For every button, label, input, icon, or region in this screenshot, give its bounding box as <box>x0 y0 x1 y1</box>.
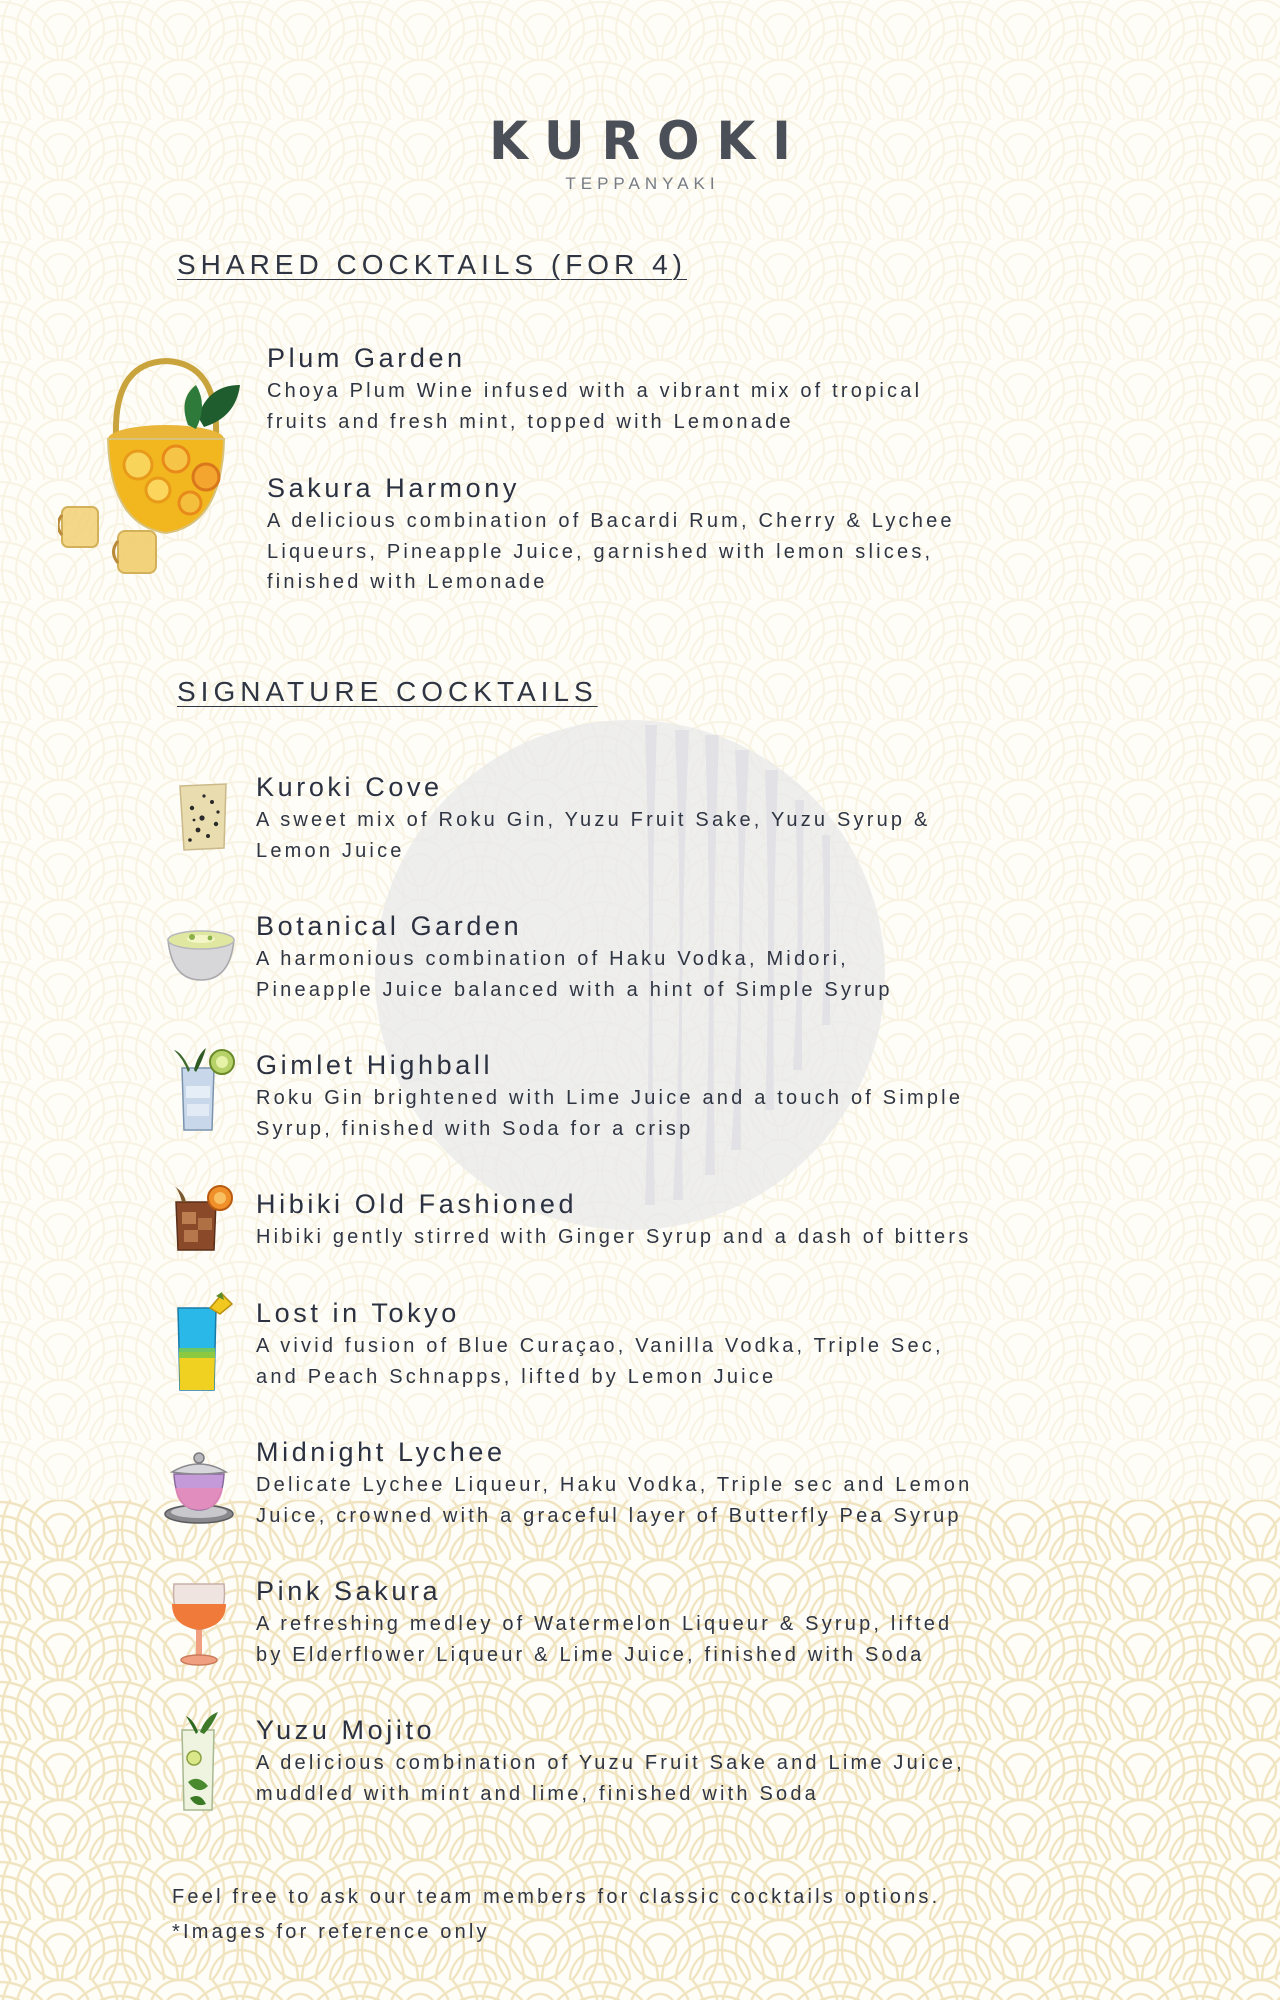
wine-glass-icon <box>166 1578 232 1668</box>
item-description-line: and Peach Schnapps, lifted by Lemon Juice <box>256 1365 777 1388</box>
item-description <box>256 944 893 1005</box>
botanical-bowl-icon <box>164 922 238 984</box>
item-description-line: A delicious combination of Yuzu Fruit Sake and Lime Juice, <box>256 1752 965 1774</box>
section-title-shared: SHARED COCKTAILS (FOR 4) <box>177 249 687 280</box>
item-description-line: finished with Lemonade <box>267 571 548 593</box>
brand-name: KUROKI <box>489 110 808 172</box>
item-description <box>256 1609 952 1670</box>
item-description-line: by Elderflower Liqueur & Lime Juice, finished with Soda <box>256 1643 925 1666</box>
item-description-line: Lemon Juice <box>256 839 405 862</box>
item-name: Sakura Harmony <box>267 473 520 503</box>
item-description-line: A delicious combination of Bacardi Rum, Cherry & Lychee <box>267 510 955 532</box>
menu-item-sakura-harmony <box>267 471 955 598</box>
item-description-line: Liqueurs, Pineapple Juice, garnished with lemon slices, <box>267 540 934 563</box>
item-description <box>267 376 922 437</box>
item-description <box>267 506 955 598</box>
item-description-line: muddled with mint and lime, finished with Soda <box>256 1782 819 1805</box>
menu-item-hibiki-old-fashioned <box>256 1187 971 1253</box>
item-description <box>256 1470 972 1531</box>
item-name: Hibiki Old Fashioned <box>256 1189 578 1219</box>
item-description-line: Choya Plum Wine infused with a vibrant mix of tropical <box>267 380 923 402</box>
item-name: Lost in Tokyo <box>256 1298 460 1328</box>
item-name: Yuzu Mojito <box>256 1715 436 1745</box>
item-description <box>256 1331 944 1392</box>
section-title-signature: SIGNATURE COCKTAILS <box>177 676 598 707</box>
mojito-glass-icon <box>172 1712 232 1814</box>
menu-item-botanical-garden <box>256 909 893 1005</box>
footer-note: Feel free to ask our team members for classic cocktails options. <box>172 1886 941 1908</box>
item-description-line: A sweet mix of Roku Gin, Yuzu Fruit Sake, Yuzu Syrup & <box>256 809 931 831</box>
menu-item-midnight-lychee <box>256 1435 972 1531</box>
item-description-line: A harmonious combination of Haku Vodka, Midori, <box>256 948 849 970</box>
item-name: Botanical Garden <box>256 911 523 941</box>
item-description-line: Roku Gin brightened with Lime Juice and a touch of Simple <box>256 1087 964 1109</box>
blue-tall-glass-icon <box>170 1292 236 1394</box>
item-description-line: Hibiki gently stirred with Ginger Syrup and a dash of bitters <box>256 1226 972 1248</box>
item-description <box>256 1748 965 1809</box>
menu-item-plum-garden <box>267 341 922 437</box>
item-description-line: Pineapple Juice balanced with a hint of Simple Syrup <box>256 978 893 1001</box>
item-description-line: fruits and fresh mint, topped with Lemonade <box>267 410 794 433</box>
item-name: Kuroki Cove <box>256 772 443 802</box>
item-description <box>256 1083 963 1144</box>
menu-item-lost-in-tokyo <box>256 1296 944 1392</box>
item-description-line: A vivid fusion of Blue Curaçao, Vanilla Vodka, Triple Sec, <box>256 1335 944 1357</box>
menu-item-pink-sakura <box>256 1574 952 1670</box>
highball-glass-icon <box>172 1046 238 1134</box>
menu-item-gimlet-highball <box>256 1048 963 1144</box>
item-name: Midnight Lychee <box>256 1437 506 1467</box>
brand-logo <box>0 112 1280 194</box>
footer-disclaimer: *Images for reference only <box>172 1921 490 1943</box>
item-description-line: Delicate Lychee Liqueur, Haku Vodka, Triple sec and Lemon <box>256 1474 973 1496</box>
item-description-line: Syrup, finished with Soda for a crisp <box>256 1117 694 1140</box>
menu-item-kuroki-cove <box>256 770 931 866</box>
old-fashioned-glass-icon <box>170 1184 236 1254</box>
item-description-line: Juice, crowned with a graceful layer of Butterfly Pea Syrup <box>256 1504 962 1527</box>
punch-bowl-icon <box>58 355 258 587</box>
item-name: Gimlet Highball <box>256 1050 494 1080</box>
item-name: Plum Garden <box>267 343 466 373</box>
tea-cup-icon <box>162 1444 236 1526</box>
item-description <box>256 805 931 866</box>
kuroki-cove-glass-icon <box>172 778 234 854</box>
menu-item-yuzu-mojito <box>256 1713 965 1809</box>
item-name: Pink Sakura <box>256 1576 442 1606</box>
item-description-line: A refreshing medley of Watermelon Liqueur & Syrup, lifted <box>256 1613 953 1635</box>
brand-subtitle: TEPPANYAKI <box>565 174 720 193</box>
item-description <box>256 1222 971 1253</box>
